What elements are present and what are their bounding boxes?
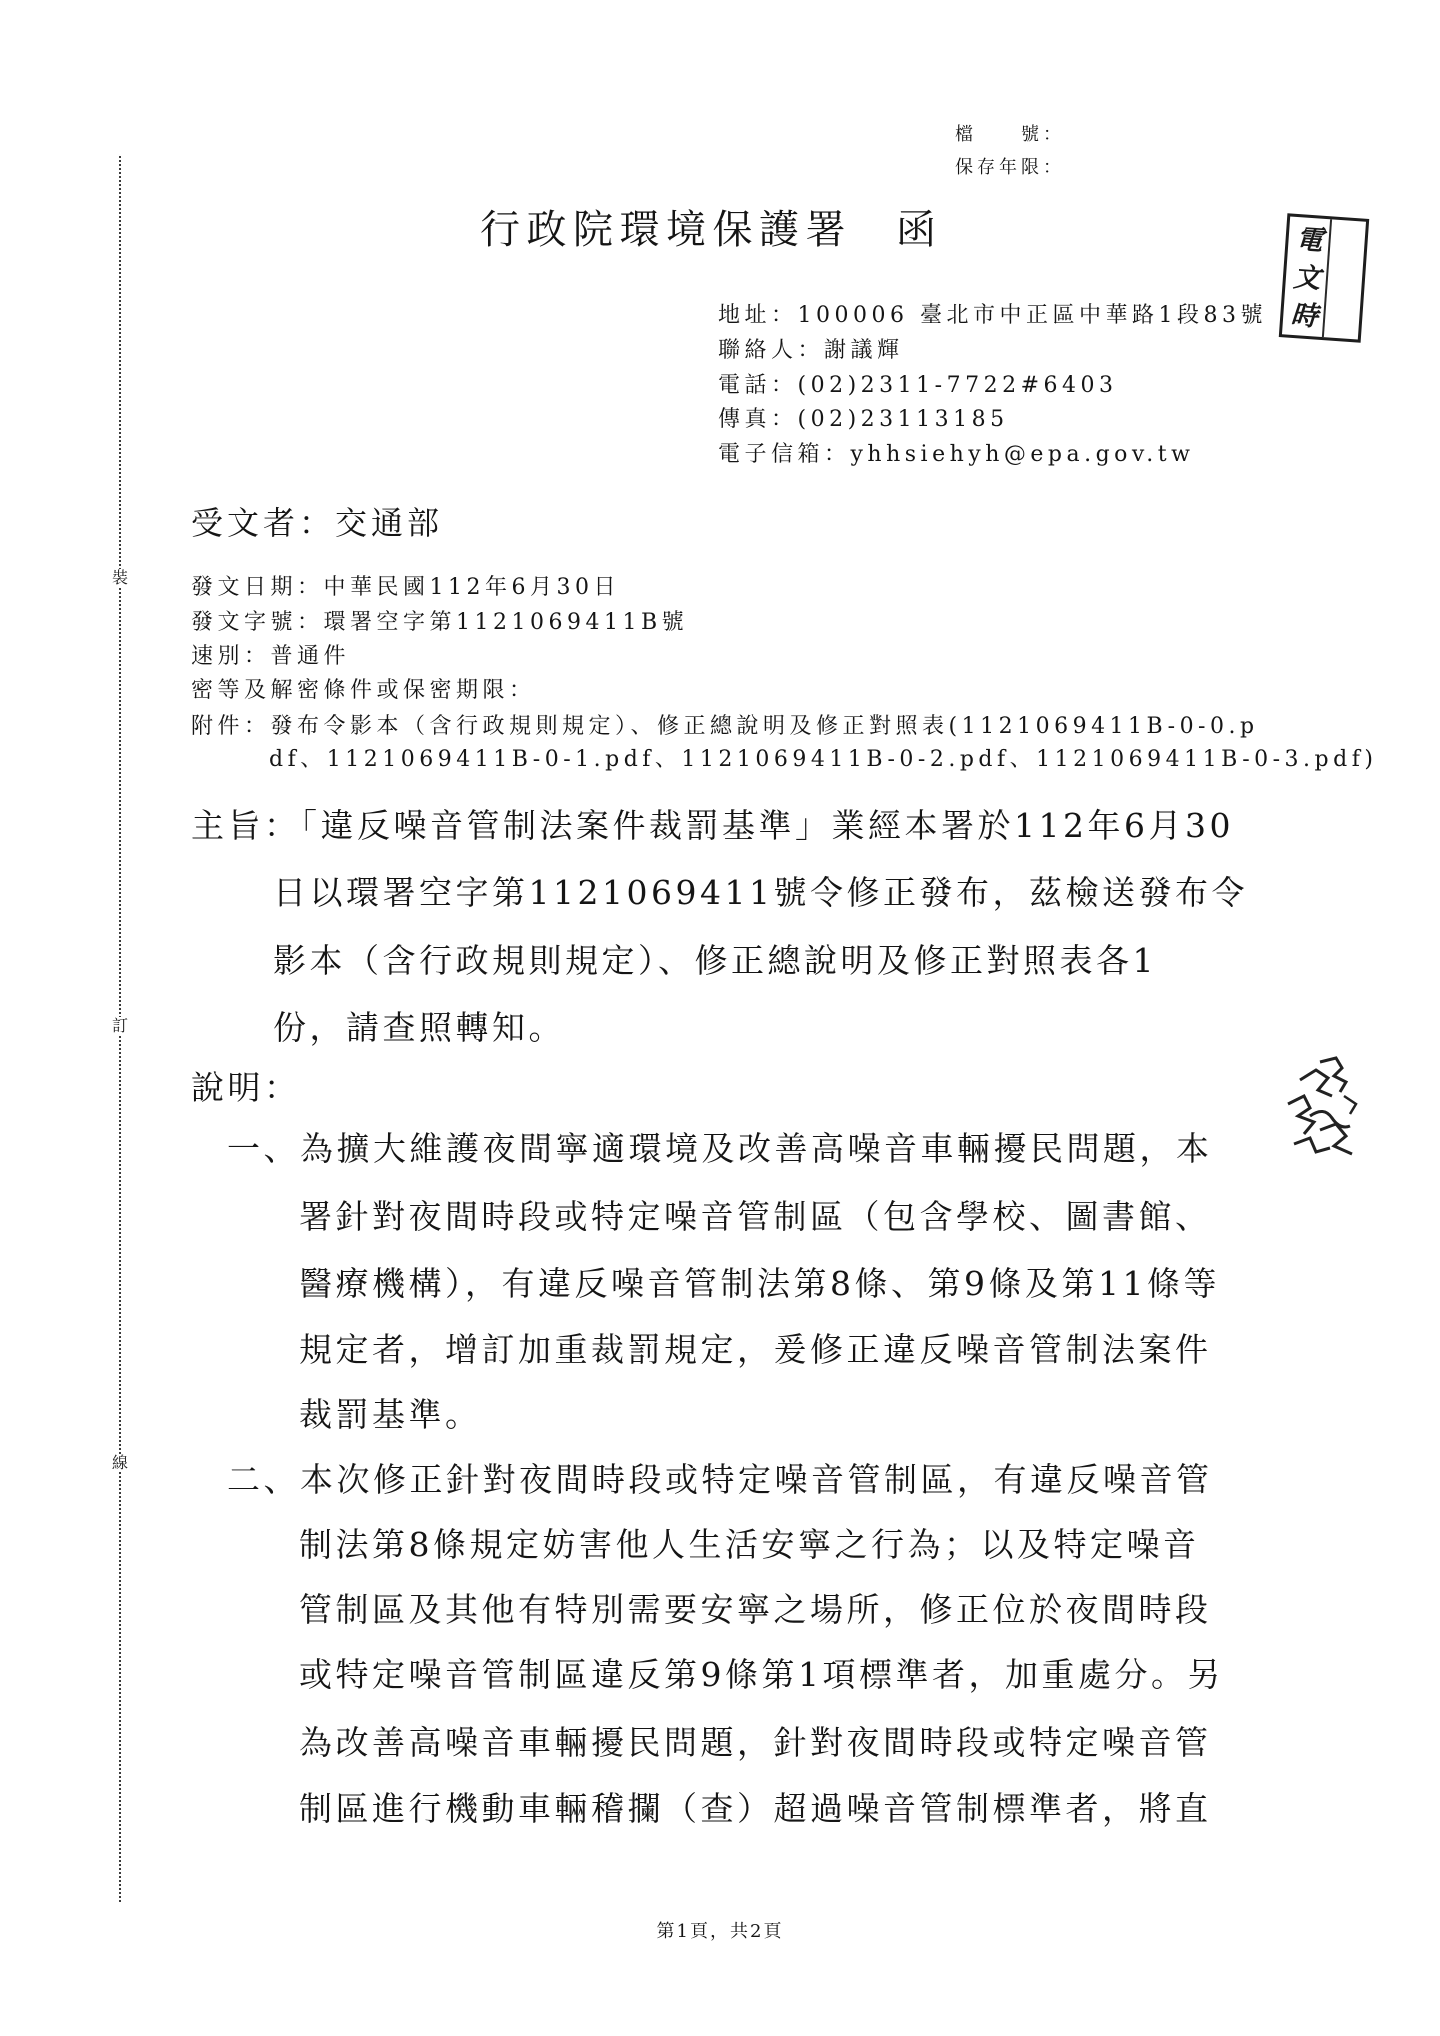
subject-line: 主旨：「違反噪音管制法案件裁罰基準」業經本署於112年6月30 xyxy=(191,806,1234,845)
explanation-item-2-line: 或特定噪音管制區違反第9條第1項標準者，加重處分。另 xyxy=(299,1655,1224,1694)
explanation-item-1-line: 一、為擴大維護夜間寧適環境及改善高噪音車輛擾民問題，本 xyxy=(227,1129,1213,1168)
delivery-speed: 速別：普通件 xyxy=(191,644,351,669)
attachments-line-2: df、1121069411B-0-1.pdf、1121069411B-0-2.pdf、1121069411B-0-3.pdf) xyxy=(269,747,1378,772)
contact-person: 聯絡人：謝議輝 xyxy=(718,338,904,363)
seal-char: 電 xyxy=(1295,223,1325,257)
electronic-exchange-seal xyxy=(1279,213,1369,342)
issue-number: 發文字號：環署空字第1121069411B號 xyxy=(191,610,689,635)
seal-char: 文 xyxy=(1292,261,1322,295)
subject-line: 影本（含行政規則規定）、修正總說明及修正對照表各1 xyxy=(273,941,1157,980)
subject-line: 日以環署空字第1121069411號令修正發布，茲檢送發布令 xyxy=(273,873,1248,912)
explanation-item-1-line: 署針對夜間時段或特定噪音管制區（包含學校、圖書館、 xyxy=(299,1197,1212,1236)
binding-label-zhuang: 裝 xyxy=(111,568,128,587)
agency-title: 行政院環境保護署 xyxy=(480,207,852,253)
explanation-label: 說明： xyxy=(191,1068,301,1107)
security-classification: 密等及解密條件或保密期限： xyxy=(191,678,536,703)
binding-label-xian: 線 xyxy=(111,1453,128,1472)
explanation-item-2-line: 制法第8條規定妨害他人生活安寧之行為；以及特定噪音 xyxy=(299,1525,1200,1564)
explanation-item-2-line: 為改善高噪音車輛擾民問題，針對夜間時段或特定噪音管 xyxy=(299,1723,1212,1762)
explanation-item-1-line: 規定者，增訂加重裁罰規定，爰修正違反噪音管制法案件 xyxy=(299,1330,1212,1369)
explanation-item-2-line: 制區進行機動車輛稽攔（查）超過噪音管制標準者，將直 xyxy=(299,1789,1212,1828)
subject-line: 份，請查照轉知。 xyxy=(273,1008,565,1047)
issue-date: 發文日期：中華民國112年6月30日 xyxy=(191,575,620,600)
file-number-label: 檔 號： xyxy=(955,124,1065,145)
recipient: 受文者：交通部 xyxy=(191,504,444,542)
contact-email: 電子信箱：yhhsiehyh@epa.gov.tw xyxy=(718,442,1195,467)
contact-phone: 電話：(02)2311-7722#6403 xyxy=(718,373,1118,398)
explanation-item-2-line: 二、本次修正針對夜間時段或特定噪音管制區，有違反噪音管 xyxy=(227,1460,1213,1499)
seal-char: 時 xyxy=(1289,299,1319,333)
explanation-item-2-line: 管制區及其他有特別需要安寧之場所，修正位於夜間時段 xyxy=(299,1590,1212,1629)
binding-label-ding: 訂 xyxy=(111,1016,128,1035)
contact-address: 地址：100006 臺北市中正區中華路1段83號 xyxy=(718,303,1267,328)
retention-period-label: 保存年限： xyxy=(955,157,1065,178)
seal-mark xyxy=(1280,1056,1364,1164)
explanation-item-1-line: 醫療機構），有違反噪音管制法第8條、第9條及第11條等 xyxy=(299,1264,1220,1303)
document-type: 函 xyxy=(896,207,936,253)
page-number: 第1頁，共2頁 xyxy=(656,1921,784,1942)
explanation-item-1-line: 裁罰基準。 xyxy=(299,1395,482,1434)
attachments-line-1: 附件：發布令影本（含行政規則規定）、修正總說明及修正對照表(1121069411B-0-0.p xyxy=(191,714,1259,739)
seal-text-column xyxy=(1288,221,1326,337)
contact-fax: 傳真：(02)23113185 xyxy=(718,407,1009,432)
